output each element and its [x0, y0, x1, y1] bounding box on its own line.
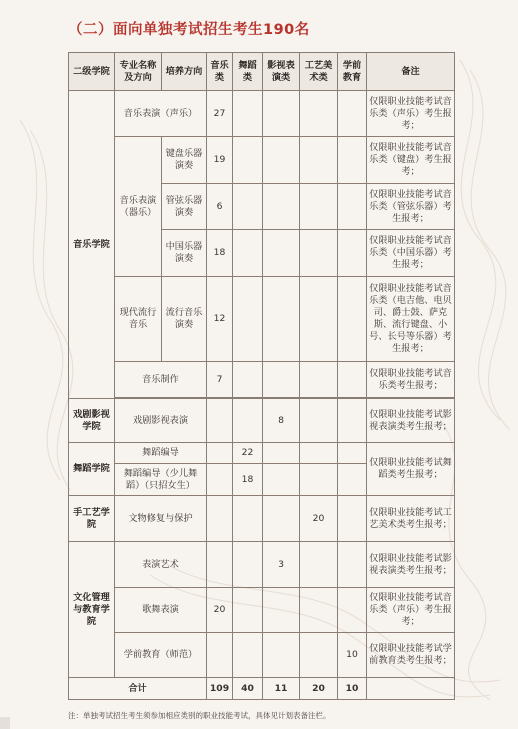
count-music: 18 [207, 230, 233, 277]
major-cell: 音乐制作 [115, 362, 207, 398]
major-cell: 现代流行音乐 [115, 277, 162, 362]
direction-cell: 流行音乐演奏 [162, 277, 207, 362]
note-cell: 仅限职业技能考试音乐类（键盘）考生报考； [367, 137, 455, 184]
total-row [69, 678, 455, 700]
college-craft: 手工艺学院 [69, 496, 115, 542]
college-drama: 戏剧影视学院 [69, 399, 115, 443]
major-cell: 歌舞表演 [115, 588, 207, 633]
total-film: 11 [263, 678, 300, 700]
total-label: 合计 [69, 678, 207, 700]
total-music: 109 [207, 678, 233, 700]
note-cell: 仅限职业技能考试舞蹈类考生报考； [367, 443, 455, 496]
count-film: 3 [263, 542, 300, 588]
table-row [69, 137, 455, 184]
header-college: 二级学院 [69, 53, 115, 91]
total-craft: 20 [300, 678, 338, 700]
count-music: 27 [207, 91, 233, 137]
table-row [69, 496, 455, 542]
header-major: 专业名称及方向 [115, 53, 162, 91]
header-music: 音乐类 [207, 53, 233, 91]
count-music: 7 [207, 362, 233, 398]
note-cell: 仅限职业技能考试影视表演类考生报考； [367, 542, 455, 588]
count-music: 12 [207, 277, 233, 362]
table-row [69, 633, 455, 678]
direction-cell: 管弦乐器演奏 [162, 184, 207, 230]
page-title: （二）面向单独考试招生考生190名 [68, 22, 310, 38]
total-preschool: 10 [338, 678, 367, 700]
table-row [69, 588, 455, 633]
total-dance: 40 [233, 678, 263, 700]
header-craft: 工艺美术类 [300, 53, 338, 91]
note-cell: 仅限职业技能考试音乐类考生报考； [367, 362, 455, 398]
header-dance: 舞蹈类 [233, 53, 263, 91]
count-preschool: 10 [338, 633, 367, 678]
count-music: 20 [207, 588, 233, 633]
count-music: 6 [207, 184, 233, 230]
count-music: 19 [207, 137, 233, 184]
major-cell: 舞蹈编导（少儿舞蹈）（只招女生） [115, 464, 207, 496]
table-row [69, 277, 455, 362]
table-row [69, 399, 455, 443]
count-film: 8 [263, 399, 300, 443]
count-craft: 20 [300, 496, 338, 542]
note-cell: 仅限职业技能考试学前教育类考生报考； [367, 633, 455, 678]
college-dance: 舞蹈学院 [69, 443, 115, 496]
header-note: 备注 [367, 53, 455, 91]
note-cell: 仅限职业技能考试工艺美术类考生报考； [367, 496, 455, 542]
major-cell: 音乐表演（声乐） [115, 91, 207, 137]
header-row [69, 53, 455, 91]
major-cell: 学前教育（师范） [115, 633, 207, 678]
direction-cell: 键盘乐器演奏 [162, 137, 207, 184]
header-direction: 培养方向 [162, 53, 207, 91]
table-row [69, 362, 455, 398]
direction-cell: 中国乐器演奏 [162, 230, 207, 277]
major-cell: 文物修复与保护 [115, 496, 207, 542]
enrollment-plan-table [68, 52, 455, 700]
college-culture: 文化管理与教育学院 [69, 542, 115, 678]
count-dance: 18 [233, 464, 263, 496]
count-dance: 22 [233, 443, 263, 464]
header-film: 影视表演类 [263, 53, 300, 91]
note-cell: 仅限职业技能考试音乐类（声乐）考生报考； [367, 91, 455, 137]
note-cell: 仅限职业技能考试音乐类（电吉他、电贝司、爵士鼓、萨克斯、流行键盘、小号、长号等乐器）考生报考； [367, 277, 455, 362]
footnote: 注：单独考试招生考生须参加相应类别的职业技能考试，具体见计划表备注栏。 [68, 711, 331, 720]
major-cell: 音乐表演（器乐） [115, 137, 162, 277]
note-cell: 仅限职业技能考试音乐类（管弦乐器）考生报考； [367, 184, 455, 230]
corner-mark [0, 717, 10, 729]
college-music: 音乐学院 [69, 91, 115, 399]
table-row [69, 443, 455, 464]
major-cell: 表演艺术 [115, 542, 207, 588]
note-cell: 仅限职业技能考试音乐类（中国乐器）考生报考； [367, 230, 455, 277]
major-cell: 戏剧影视表演 [115, 399, 207, 443]
header-preschool: 学前教育 [338, 53, 367, 91]
note-cell: 仅限职业技能考试音乐类（声乐）考生报考； [367, 588, 455, 633]
table-row [69, 91, 455, 137]
table-row [69, 542, 455, 588]
note-cell: 仅限职业技能考试影视表演类考生报考； [367, 399, 455, 443]
major-cell: 舞蹈编导 [115, 443, 207, 464]
